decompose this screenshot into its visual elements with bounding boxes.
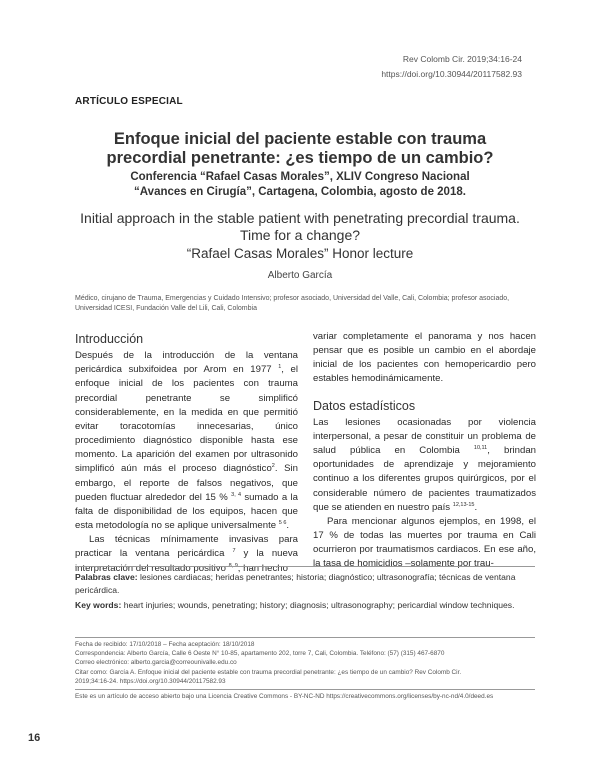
citation-ref[interactable]: 10,11 [473, 444, 488, 451]
correspondence-email[interactable]: Correo electrónico: alberto.garcia@correounivalle.edu.co [75, 659, 237, 667]
page-number: 16 [28, 732, 41, 744]
journal-reference: Rev Colomb Cir. 2019;34:16-24 [402, 54, 522, 64]
keywords-en: Key words: heart injuries; wounds, penetrating; history; diagnosis; ultrasonography; pericardial window techniques. [75, 600, 515, 610]
author-name: Alberto García [267, 270, 333, 281]
english-title [60, 210, 540, 244]
divider [75, 689, 535, 690]
statistics-paragraph-2: Para mencionar algunos ejemplos, en 1998, el 17 % de todas las muertes por trauma en Cali ocurrieron por traumatismos cardiacos. En ese año, la tasa de homicidios –solamente por trau- [313, 515, 536, 570]
english-title-line-2: Time for a change? [239, 227, 361, 243]
left-column [75, 332, 298, 576]
english-subtitle: “Rafael Casas Morales” Honor lecture [186, 246, 414, 261]
correspondence-address: Correspondencia: Alberto García, Calle 6 Oeste N° 10-85, apartamento 202, torre 7, Cali, Colombia. Teléfono: (57) (315) 467-6870 [75, 650, 445, 658]
citation-ref[interactable]: 12,13-15 [452, 501, 475, 508]
citation-ref[interactable]: 7 [232, 548, 236, 555]
keywords-es: Palabras clave: lesiones cardiacas; heridas penetrantes; historia; diagnóstico; ultrasonografía; técnicas de ventana pericárdica. [75, 572, 516, 595]
right-column [313, 330, 536, 572]
intro-paragraph-continued: variar completamente el panorama y nos hacen pensar que es posible un cambio en el abordaje inicial de los pacientes con hemopericardio pero estables hemodinámicamente. [313, 331, 536, 385]
citation-ref[interactable]: 5 6 [278, 519, 287, 526]
article-title [60, 130, 540, 168]
intro-paragraph-2: Las técnicas mínimamente invasivas para practicar la ventana pericárdica $^7$ y la nueva interpretación del resultado positivo $^{8, 9}$, han hecho [75, 534, 298, 574]
divider [75, 637, 535, 638]
citation-ref[interactable]: 8, 9 [228, 562, 238, 569]
conference-line-2: “Avances en Cirugía”, Cartagena, Colombia, agosto de 2018. [134, 186, 466, 198]
footnotes [75, 640, 545, 686]
intro-heading: Introducción [75, 332, 144, 346]
author-affiliation: Médico, cirujano de Trauma, Emergencias y Cuidado Intensivo; profesor asociado, Universidad del Valle, Cali, Colombia; profesor asociado, Universidad ICESI, Fundación Valle del Lili, Cali, Colombia [75, 295, 510, 312]
article-title-line-2: precordial penetrante: ¿es tiempo de un cambio? [106, 149, 494, 167]
doi-link[interactable]: https://doi.org/10.30944/20117582.93 [381, 69, 522, 79]
conference-note [60, 170, 540, 200]
article-title-line-1: Enfoque inicial del paciente estable con trauma [113, 130, 487, 148]
citation-line-2: 2019;34:16-24. https://doi.org/10.30944/20117582.93 [75, 677, 226, 685]
divider [75, 566, 535, 567]
section-label: ARTÍCULO ESPECIAL [75, 96, 183, 107]
license-note: Este es un artículo de acceso abierto bajo una Licencia Creative Commons - BY-NC-ND https://creativecommons.org/licenses/by-nc-nd/4.0/deed.es [75, 693, 494, 700]
conference-line-1: Conferencia “Rafael Casas Morales”, XLIV Congreso Nacional [130, 171, 470, 183]
english-title-line-1: Initial approach in the stable patient with penetrating precordial trauma. [80, 210, 520, 226]
statistics-heading: Datos estadísticos [313, 398, 416, 413]
citation-ref[interactable]: 2 [271, 463, 275, 470]
citation-ref[interactable]: 3, 4 [231, 491, 242, 498]
statistics-paragraph-1: Las lesiones ocasionadas por violencia interpersonal, a pesar de constituir un problema de salud pública en Colombia $^{10,11}$, brindan oportunidades de aprendizaje y mejoramiento continuo a los diferentes grupos quirúrgicos, por el considerable número de pacientes traumatizados que se atienden en nuestro país $^{12,13-15}$. [313, 416, 537, 513]
intro-paragraph-1: Después de la introducción de la ventana pericárdica subxifoidea por Arom en 1977 $^1$, el enfoque inicial de los pacientes con trauma precordial penetrante se simplificó considerablemente, en la medida en que permitió evitar toracotomías innecesarias, único procedimiento diagnóstico disponible hasta ese momento. La aparición del examen por ultrasonido simplificó aún más el proceso diagnóstico$^2$. Sin embargo, el reporte de falsos negativos, que pueden fluctuar alrededor del 15 % $^{3, 4}$ sumado a la falta de disponibilidad de los equipos, hacen que esta metodología no se aplique universalmente $^{5 6}$. [75, 350, 299, 532]
citation-ref[interactable]: 1 [278, 364, 282, 371]
citation-line-1: Citar como: García A. Enfoque inicial del paciente estable con trauma precordial penetrante: ¿es tiempo de un cambio? Rev Colomb Cir. [75, 668, 462, 676]
received-dates: Fecha de recibido: 17/10/2018 – Fecha aceptación: 18/10/2018 [75, 641, 255, 648]
